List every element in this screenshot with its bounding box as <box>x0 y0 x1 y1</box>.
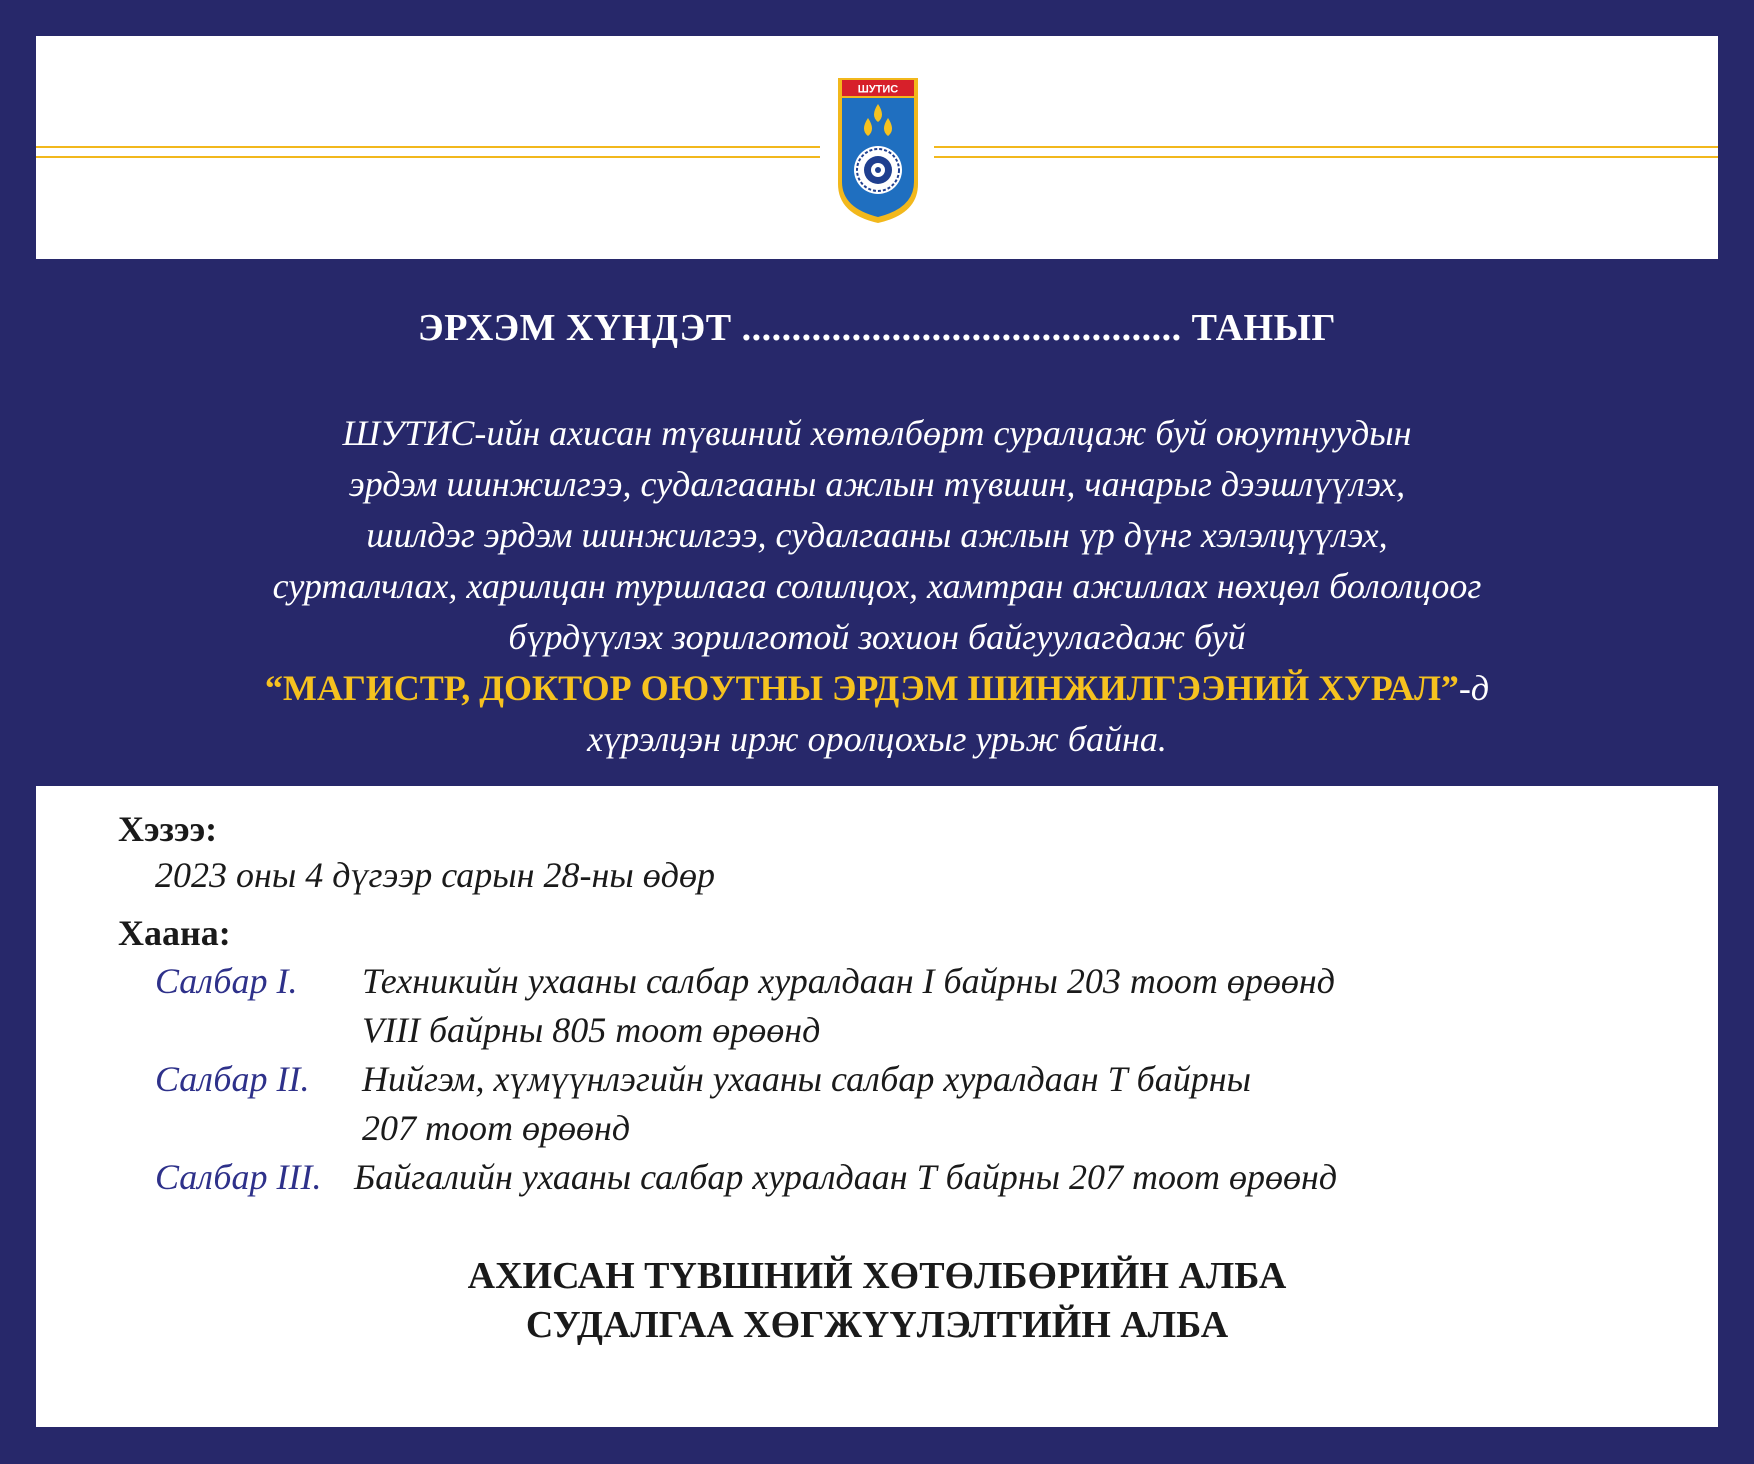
details-panel <box>36 786 1718 1427</box>
branch-location: Нийгэм, хүмүүнлэгийн ухааны салбар хуралдаан Т байрны <box>362 1059 1251 1099</box>
branch-name: Салбар I. <box>155 961 298 1001</box>
event-name: “МАГИСТР, ДОКТОР ОЮУТНЫ ЭРДЭМ ШИНЖИЛГЭЭНИЙ ХУРАЛ” <box>264 668 1459 708</box>
intro-line: бүрдүүлэх зорилготой зохион байгуулагдаж буй <box>508 617 1246 657</box>
gold-divider-left <box>36 146 820 158</box>
intro-paragraph <box>100 408 1654 765</box>
branch-location: 207 тоот өрөөнд <box>362 1108 631 1148</box>
closing-line: хүрэлцэн ирж оролцохыг урьж байна. <box>587 719 1167 759</box>
event-line <box>100 663 1654 714</box>
branch-name: Салбар III. <box>155 1157 322 1197</box>
intro-line: эрдэм шинжилгээ, судалгааны ажлын түвшин, чанарыг дээшлүүлэх, <box>348 464 1406 504</box>
university-logo <box>836 74 920 225</box>
branch-name: Салбар II. <box>155 1059 310 1099</box>
greeting-title: ЭРХЭМ ХҮНДЭТ ............................................ ТАНЫГ <box>417 307 1337 349</box>
branch-location: VIII байрны 805 тоот өрөөнд <box>362 1010 821 1050</box>
where-label: Хаана: <box>118 913 231 953</box>
logo-text: ШУТИС <box>857 83 899 96</box>
branch-location: Байгалийн ухааны салбар хуралдаан Т байрны 207 тоот өрөөнд <box>354 1157 1338 1197</box>
gear-icon <box>854 146 902 194</box>
gold-divider-right <box>934 146 1718 158</box>
footer-department: АХИСАН ТҮВШНИЙ ХӨТӨЛБӨРИЙН АЛБА <box>467 1255 1287 1297</box>
intro-line: ШУТИС-ийн ахисан түвшний хөтөлбөрт суралцаж буй оюутнуудын <box>342 413 1412 453</box>
when-value: 2023 оны 4 дүгээр сарын 28-ны өдөр <box>155 855 715 895</box>
header-panel <box>36 36 1718 259</box>
intro-line: сурталчлах, харилцан туршлага солилцох, хамтран ажиллах нөхцөл бололцоог <box>272 566 1482 606</box>
intro-line: шилдэг эрдэм шинжилгээ, судалгааны ажлын үр дүнг хэлэлцүүлэх, <box>366 515 1388 555</box>
when-label: Хэзээ: <box>118 809 218 849</box>
event-suffix: -д <box>1458 668 1490 708</box>
footer-department: СУДАЛГАА ХӨГЖҮҮЛЭЛТИЙН АЛБА <box>525 1304 1229 1346</box>
branch-location: Техникийн ухааны салбар хуралдаан I байрны 203 тоот өрөөнд <box>362 961 1335 1001</box>
